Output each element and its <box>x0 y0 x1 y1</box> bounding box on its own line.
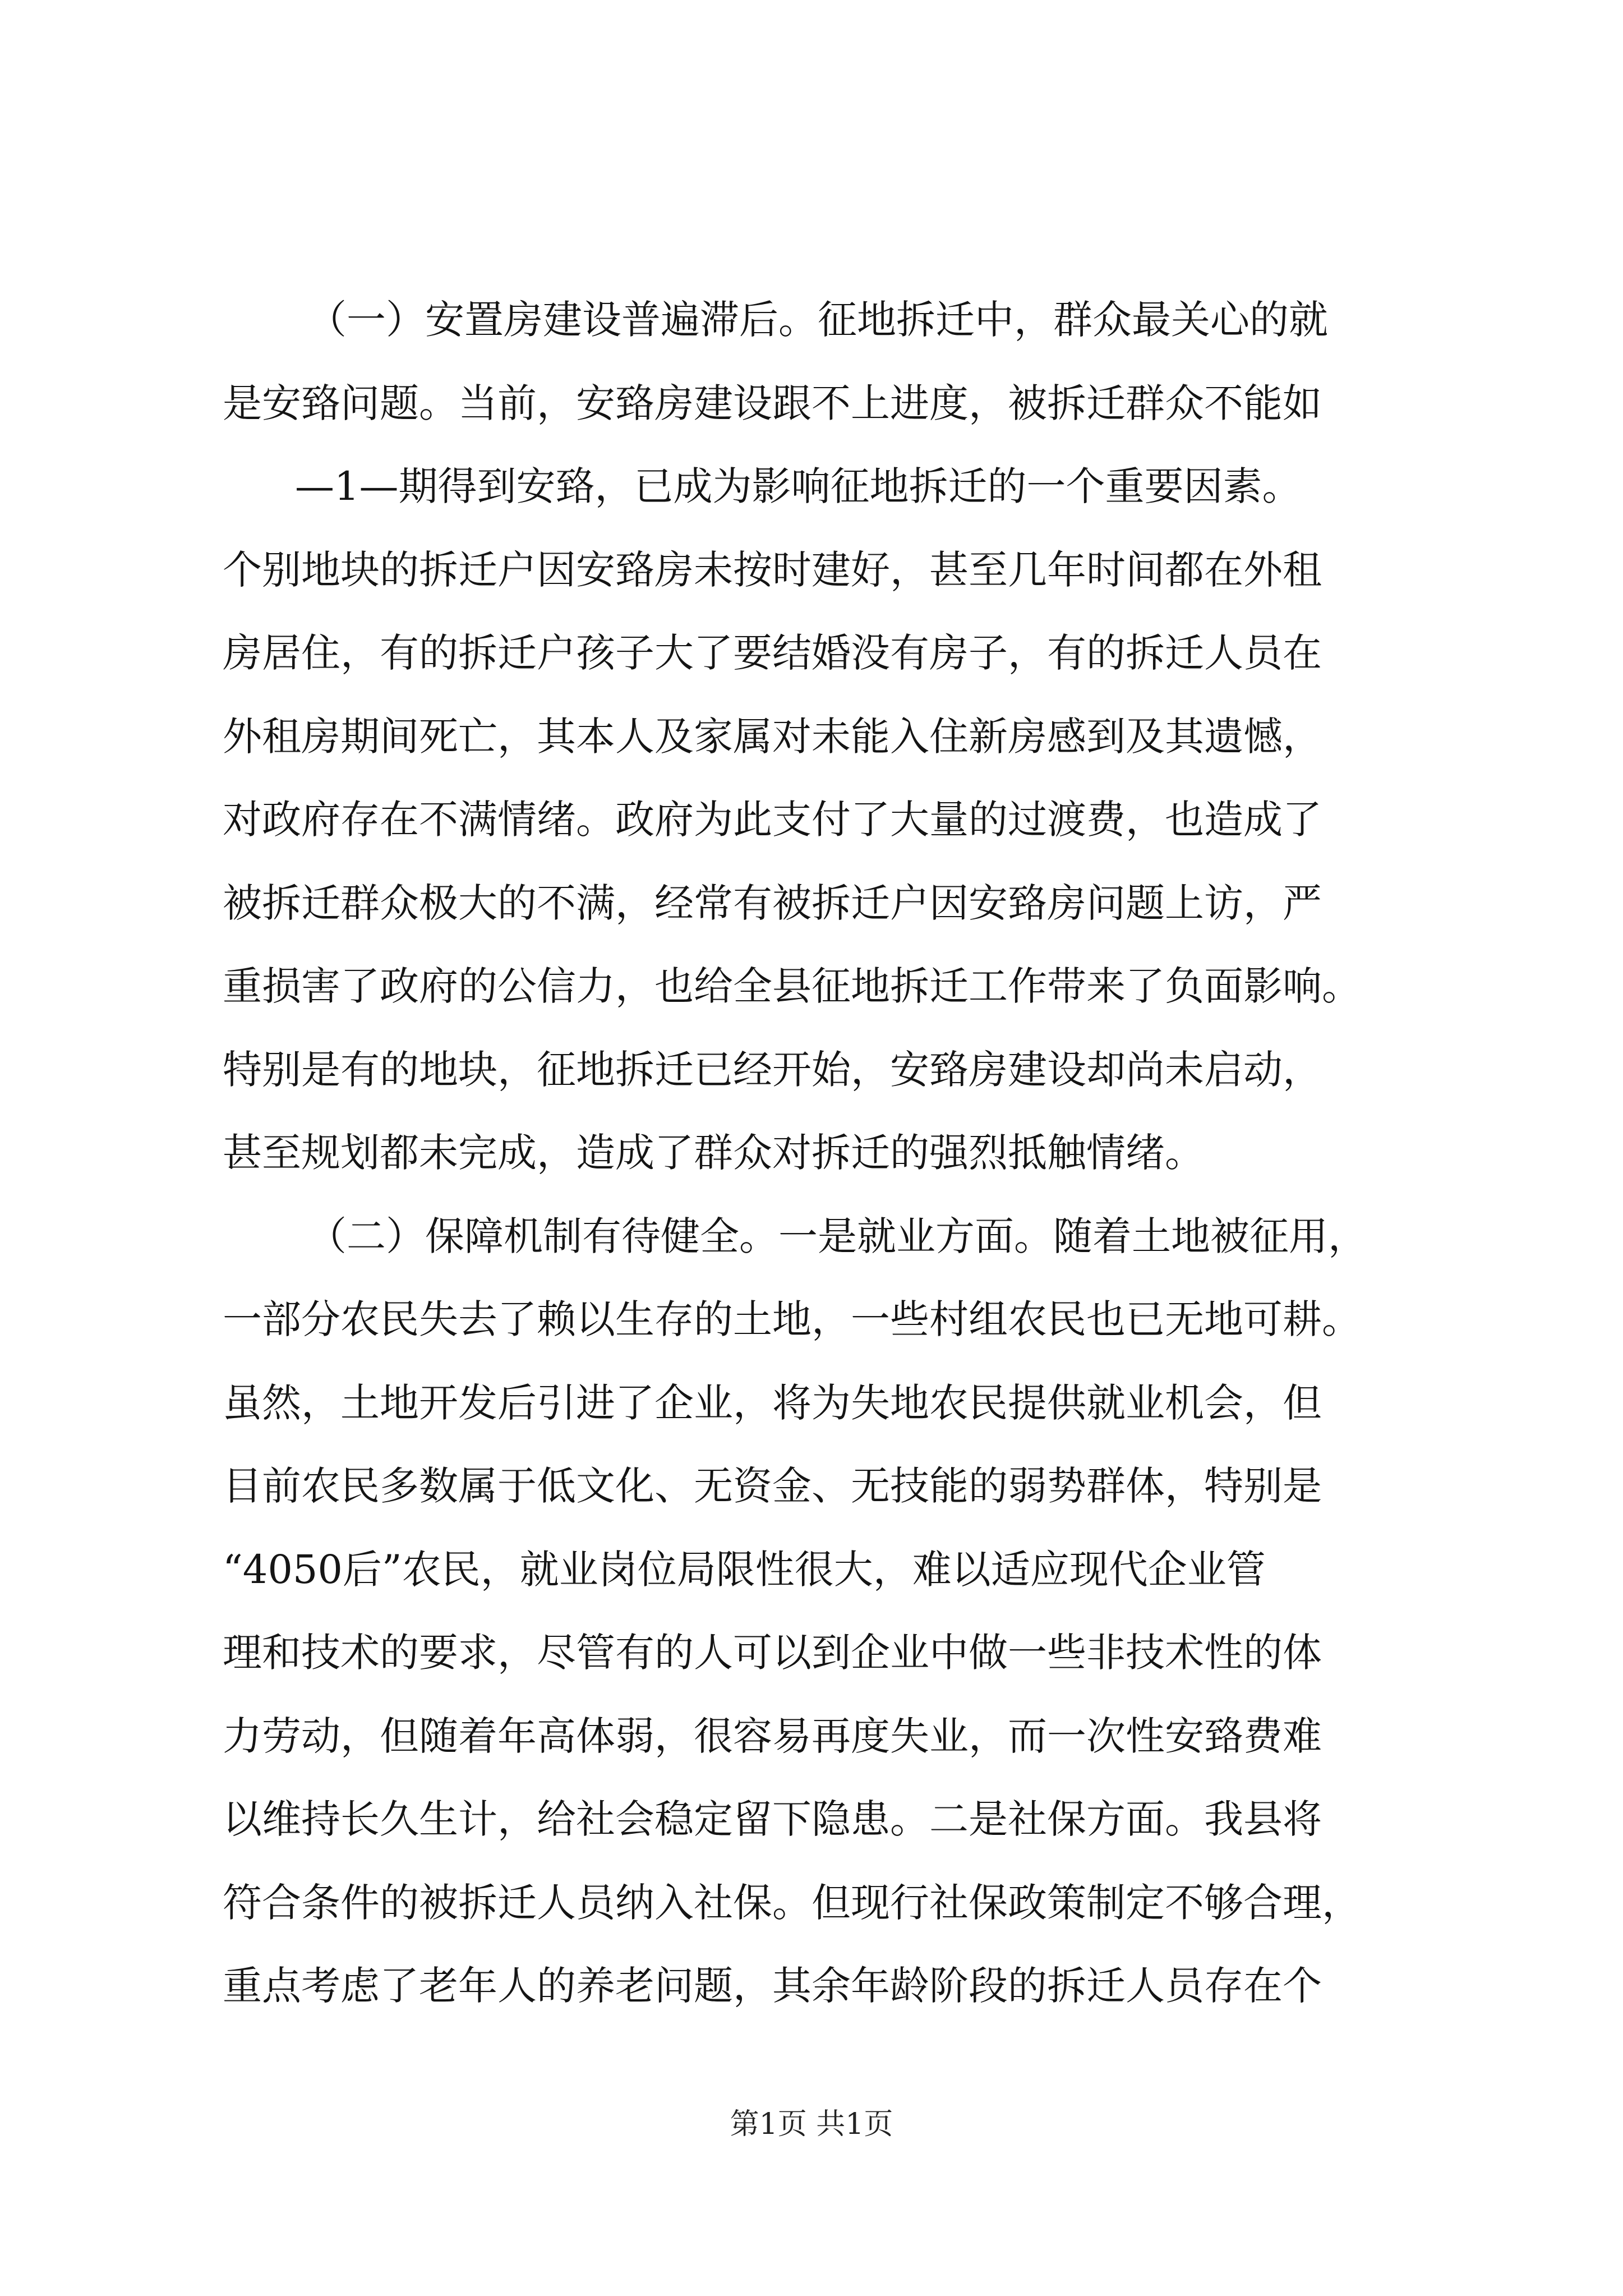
text-line <box>0 1530 1623 1609</box>
page-footer <box>0 2099 1623 2150</box>
text-line <box>0 780 1623 859</box>
text-line <box>0 1447 1623 1525</box>
text-line <box>0 1864 1623 1942</box>
text-line <box>0 614 1623 692</box>
paragraph-1-line-8: 被拆迁群众极大的不满，经常有被拆迁户因安臵房问题上访，严 <box>223 880 1322 926</box>
text-line <box>0 364 1623 443</box>
paragraph-2-line-3: 虽然，土地开发后引进了企业，将为失地农民提供就业机会，但 <box>223 1379 1322 1426</box>
text-line <box>0 1030 1623 1109</box>
paragraph-1-line-9: 重损害了政府的公信力，也给全县征地拆迁工作带来了负面影响。 <box>223 963 1361 1009</box>
text-line <box>0 447 1623 526</box>
text-line <box>0 1780 1623 1858</box>
paragraph-2-line-9: 符合条件的被拆迁人员纳入社保。但现行社保政策制定不够合理， <box>223 1879 1361 1926</box>
paragraph-1-line-6: 外租房期间死亡，其本人及家属对未能入住新房感到及其遗憾， <box>223 713 1322 760</box>
text-line <box>0 1364 1623 1442</box>
paragraph-2-line-4: 目前农民多数属于低文化、无资金、无技能的弱势群体，特别是 <box>223 1463 1322 1509</box>
paragraph-1-line-7: 对政府存在不满情绪。政府为此支付了大量的过渡费，也造成了 <box>223 797 1322 843</box>
text-line <box>0 1280 1623 1359</box>
paragraph-2-line-6: 理和技术的要求，尽管有的人可以到企业中做一些非技术性的体 <box>223 1630 1322 1676</box>
paragraph-1-line-10: 特别是有的地块，征地拆迁已经开始，安臵房建设却尚未启动， <box>223 1046 1322 1093</box>
text-line <box>0 1114 1623 1192</box>
paragraph-2-line-10: 重点考虑了老年人的养老问题，其余年龄阶段的拆迁人员存在个 <box>223 1963 1322 2009</box>
text-line <box>0 697 1623 776</box>
paragraph-1-line-4: 个别地块的拆迁户因安臵房未按时建好，甚至几年时间都在外租 <box>223 546 1322 593</box>
page-number-label: 第1页 共1页 <box>730 2108 893 2141</box>
paragraph-1-line-11: 甚至规划都未完成，造成了群众对拆迁的强烈抵触情绪。 <box>223 1130 1204 1176</box>
paragraph-2-line-1: （二）保障机制有待健全。一是就业方面。随着土地被征用， <box>307 1213 1367 1259</box>
text-line <box>0 280 1623 359</box>
paragraph-2-line-5: “4050后”农民，就业岗位局限性很大，难以适应现代企业管 <box>223 1546 1266 1593</box>
paragraph-1-line-5: 房居住，有的拆迁户孩子大了要结婚没有房子，有的拆迁人员在 <box>223 630 1322 676</box>
text-line <box>0 1197 1623 1276</box>
paragraph-2-line-8: 以维持长久生计，给社会稳定留下隐患。二是社保方面。我县将 <box>223 1796 1322 1842</box>
text-line <box>0 864 1623 942</box>
text-line <box>0 947 1623 1025</box>
text-line <box>0 1947 1623 2025</box>
text-line <box>0 531 1623 609</box>
paragraph-2-line-2: 一部分农民失去了赖以生存的土地，一些村组农民也已无地可耕。 <box>223 1296 1361 1342</box>
paragraph-2-line-7: 力劳动，但随着年高体弱，很容易再度失业，而一次性安臵费难 <box>223 1713 1322 1759</box>
paragraph-1-line-3: —1—期得到安臵，已成为影响征地拆迁的一个重要因素。 <box>295 463 1302 509</box>
text-line <box>0 1613 1623 1692</box>
paragraph-1-line-2: 是安臵问题。当前，安臵房建设跟不上进度，被拆迁群众不能如 <box>223 380 1322 426</box>
paragraph-1-line-1: （一）安置房建设普遍滞后。征地拆迁中，群众最关心的就 <box>307 297 1328 343</box>
text-line <box>0 1697 1623 1775</box>
